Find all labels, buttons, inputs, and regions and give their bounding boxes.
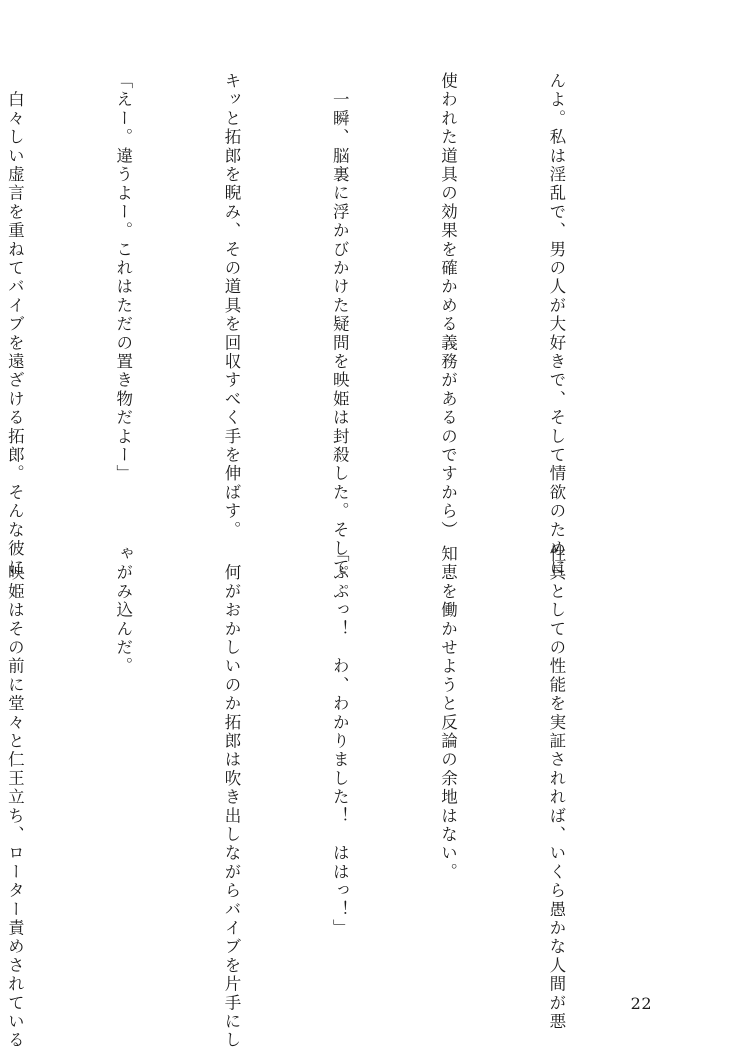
text-line: 性具としての性能を実証されれば、いくら愚かな人間が悪 [546,545,566,1032]
text-line: ゃがみ込んだ。 [113,545,133,676]
text-line: 白々しい虚言を重ねてバイブを遠ざける拓郎。そんな彼に [5,72,25,577]
text-line: んよ。私は淫乱で、男の人が大好きで、そして情欲のために [546,72,566,577]
text-line: 一瞬、脳裏に浮かびかけた疑問を映姫は封殺した。そして [330,72,350,577]
text-line: 映姫はその前に堂々と仁王立ち、ローター責めされている [5,545,25,1050]
text-line: 「えー。違うよー。これはただの置き物だよー」 [113,72,133,484]
text-line: 何がおかしいのか拓郎は吹き出しながらバイブを片手にし [221,545,241,1050]
text-block-top [5,72,646,577]
text-line: キッと拓郎を睨み、その道具を回収すべく手を伸ばす。 [221,72,241,540]
page-number: 22 [630,994,652,1013]
text-line: 使われた道具の効果を確かめる義務があるのですから） [438,72,458,540]
text-line: 知恵を働かせようと反論の余地はない。 [438,545,458,882]
text-line: 「ぷぷっ！ わ、わかりました！ ははっ！」 [330,545,350,938]
